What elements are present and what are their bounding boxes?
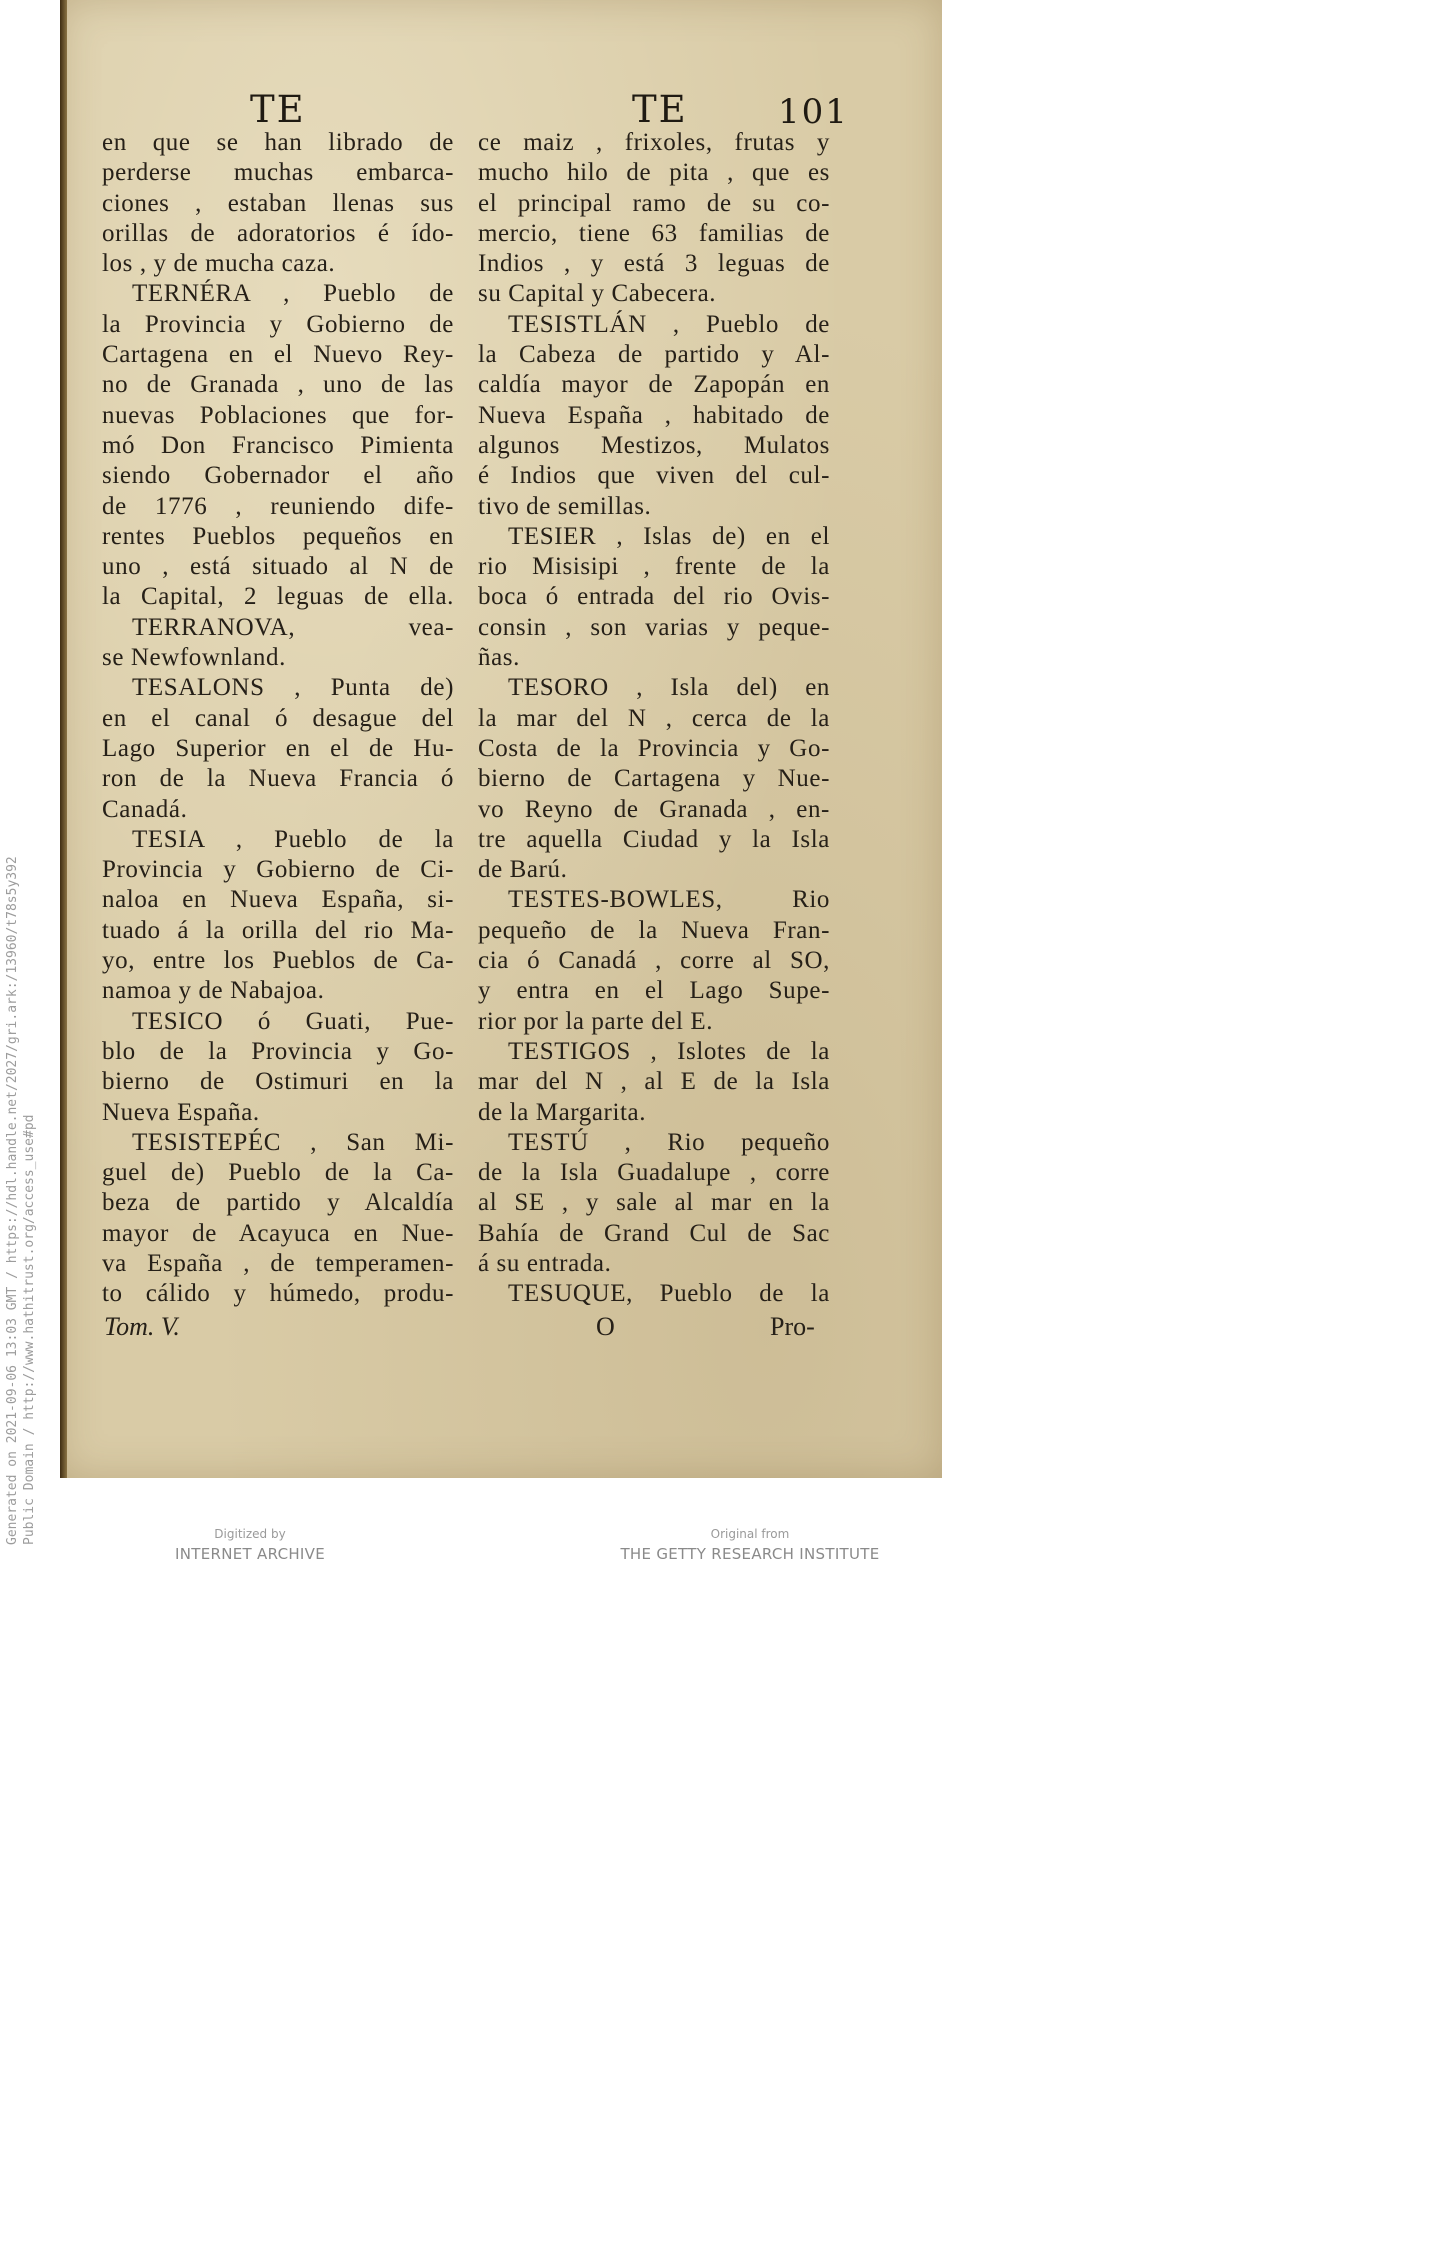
text-line: no de Granada , uno de las — [102, 371, 454, 399]
text-line: TESTIGOS , Islotes de la — [508, 1037, 830, 1065]
generation-watermark — [4, 745, 38, 1545]
text-line: TERNÉRA , Pueblo de — [132, 280, 454, 308]
watermark-line-1: Generated on 2021-09-06 13:03 GMT / https://hdl.handle.net/2027/gri.ark:/13960/t78s5y392 — [5, 856, 20, 1545]
text-line: rio Misisipi , frente de la — [478, 553, 830, 581]
text-line: TESORO , Isla del) en — [508, 674, 830, 702]
watermark-line-2: Public Domain / http://www.hathitrust.org/access_use#pd — [22, 1114, 37, 1545]
text-line: de 1776 , reuniendo dife- — [102, 492, 454, 520]
text-line: va España , de temperamen- — [102, 1249, 454, 1277]
internet-archive-label: INTERNET ARCHIVE — [175, 1545, 325, 1563]
text-line: tivo de semillas. — [478, 492, 652, 520]
page-number: 101 — [778, 92, 849, 132]
text-line: guel de) Pueblo de la Ca- — [102, 1159, 454, 1187]
text-line: Indios , y está 3 leguas de — [478, 250, 830, 278]
text-line: uno , está situado al N de — [102, 553, 454, 581]
text-line: algunos Mestizos, Mulatos — [478, 431, 830, 459]
original-from-label: Original from — [710, 1527, 790, 1541]
right-running-head: TE — [632, 88, 688, 131]
text-line: tre aquella Ciudad y la Isla — [478, 825, 830, 853]
text-line: tuado á la orilla del rio Ma- — [102, 916, 454, 944]
text-line: mucho hilo de pita , que es — [478, 159, 830, 187]
text-line: TESISTEPÉC , San Mi- — [132, 1128, 454, 1156]
text-line: cia ó Canadá , corre al SO, — [478, 947, 830, 975]
text-line: blo de la Provincia y Go- — [102, 1037, 454, 1065]
text-line: bierno de Ostimuri en la — [102, 1068, 454, 1096]
text-line: de la Isla Guadalupe , corre — [478, 1159, 830, 1187]
text-line: ce maiz , frixoles, frutas y — [478, 129, 830, 156]
text-line: de la Margarita. — [478, 1098, 647, 1126]
text-line: al SE , y sale al mar en la — [478, 1189, 830, 1217]
text-line: la Provincia y Gobierno de — [102, 310, 454, 338]
text-line: de Barú. — [478, 856, 568, 884]
text-line: TESISTLÁN , Pueblo de — [508, 310, 830, 338]
text-line: nuevas Poblaciones que for- — [102, 401, 454, 429]
text-line: la mar del N , cerca de la — [478, 704, 830, 732]
text-line: TESUQUE, Pueblo de la — [508, 1280, 830, 1308]
right-text-column — [478, 128, 830, 1310]
text-line: la Cabeza de partido y Al- — [478, 341, 830, 369]
text-line: TESIER , Islas de) en el — [508, 522, 830, 550]
text-line: la Capital, 2 leguas de ella. — [102, 583, 454, 611]
text-line: ñas. — [478, 644, 520, 672]
text-line: TERRANOVA, vea- — [132, 613, 454, 641]
text-line: TESICO ó Guati, Pue- — [132, 1007, 454, 1035]
text-line: TESIA , Pueblo de la — [132, 825, 454, 853]
text-line: y entra en el Lago Supe- — [478, 977, 830, 1005]
text-line: namoa y de Nabajoa. — [102, 977, 325, 1005]
text-line: Costa de la Provincia y Go- — [478, 734, 830, 762]
text-line: ron de la Nueva Francia ó — [102, 765, 454, 793]
gathering-signature: O — [596, 1312, 615, 1341]
text-line: caldía mayor de Zapopán en — [478, 371, 830, 399]
text-line: boca ó entrada del rio Ovis- — [478, 583, 830, 611]
text-line: naloa en Nueva España, si- — [102, 886, 454, 914]
text-line: Bahía de Grand Cul de Sac — [478, 1219, 830, 1247]
text-line: é Indios que viven del cul- — [478, 462, 830, 490]
text-line: yo, entre los Pueblos de Ca- — [102, 947, 454, 975]
text-line: orillas de adoratorios é ído- — [102, 219, 454, 247]
text-line: Cartagena en el Nuevo Rey- — [102, 341, 454, 369]
page-spine-edge — [60, 0, 67, 1478]
digitized-by-label: Digitized by — [214, 1527, 286, 1541]
text-line: Lago Superior en el de Hu- — [102, 734, 454, 762]
text-line: siendo Gobernador el año — [102, 462, 454, 490]
text-line: los , y de mucha caza. — [102, 250, 336, 278]
text-line: vo Reyno de Granada , en- — [478, 795, 830, 823]
original-from-credit — [600, 1527, 900, 1563]
text-line: mayor de Acayuca en Nue- — [102, 1219, 454, 1247]
getty-research-label: THE GETTY RESEARCH INSTITUTE — [620, 1545, 880, 1563]
text-line: consin , son varias y peque- — [478, 613, 830, 641]
text-line: beza de partido y Alcaldía — [102, 1189, 454, 1217]
text-line: en que se han librado de — [102, 129, 454, 156]
text-line: mó Don Francisco Pimienta — [102, 431, 454, 459]
digitized-by-credit — [150, 1527, 350, 1563]
text-line: mercio, tiene 63 familias de — [478, 219, 830, 247]
text-line: bierno de Cartagena y Nue- — [478, 765, 830, 793]
text-line: su Capital y Cabecera. — [478, 280, 717, 308]
text-line: to cálido y húmedo, produ- — [102, 1280, 454, 1308]
left-running-head: TE — [250, 88, 306, 131]
text-line: Nueva España. — [102, 1098, 260, 1126]
text-line: rentes Pueblos pequeños en — [102, 522, 454, 550]
text-line: el principal ramo de su co- — [478, 189, 830, 217]
text-line: á su entrada. — [478, 1249, 612, 1277]
text-line: mar del N , al E de la Isla — [478, 1068, 830, 1096]
catchword: Pro- — [770, 1312, 815, 1341]
text-line: ciones , estaban llenas sus — [102, 189, 454, 217]
text-line: Canadá. — [102, 795, 188, 823]
text-line: Provincia y Gobierno de Ci- — [102, 856, 454, 884]
left-text-column — [102, 128, 454, 1310]
volume-signature: Tom. V. — [104, 1312, 180, 1341]
text-line: TESTES-BOWLES, Rio — [508, 886, 830, 914]
text-line: TESALONS , Punta de) — [132, 674, 454, 702]
text-line: perderse muchas embarca- — [102, 159, 454, 187]
text-line: rior por la parte del E. — [478, 1007, 714, 1035]
text-line: TESTÚ , Rio pequeño — [508, 1128, 830, 1156]
text-line: se Newfownland. — [102, 644, 286, 672]
text-line: en el canal ó desague del — [102, 704, 454, 732]
text-line: Nueva España , habitado de — [478, 401, 830, 429]
text-line: pequeño de la Nueva Fran- — [478, 916, 830, 944]
